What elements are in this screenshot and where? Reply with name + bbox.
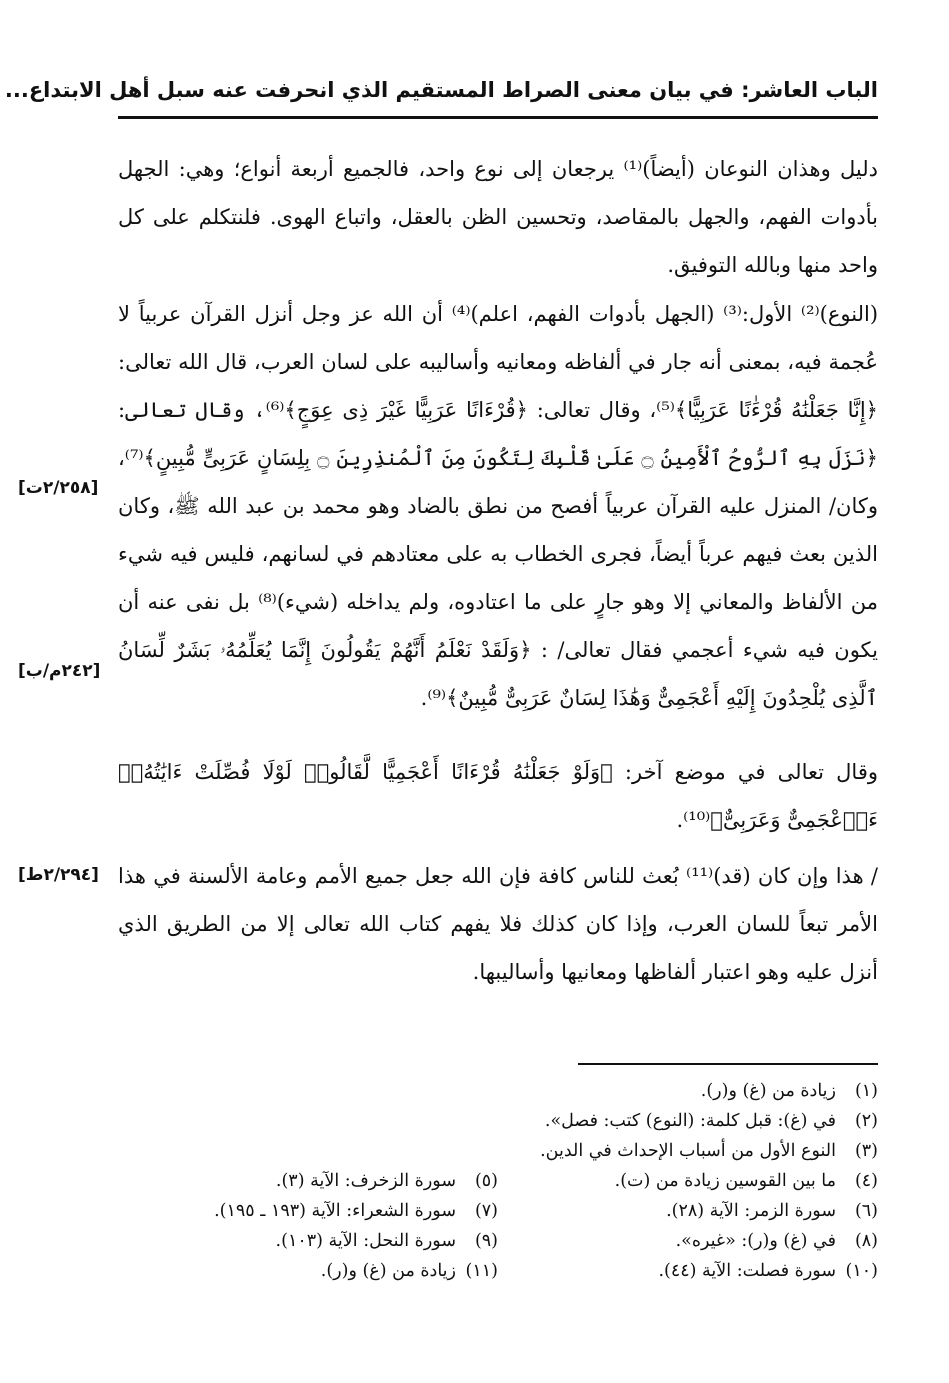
margin-reference: [٢/٢٥٨ت] <box>18 478 99 498</box>
footnote: (٤)ما بين القوسين زيادة من (ت). <box>614 1171 878 1191</box>
running-header <box>4 66 878 114</box>
margin-reference: [٢٤٢م/ب] <box>18 661 101 681</box>
footnote: (٥)سورة الزخرف: الآية (٣). <box>275 1171 498 1191</box>
footnote: (١١)زيادة من (غ) و(ر). <box>320 1261 498 1281</box>
footnote: (٨)في (غ) و(ر): «غيره». <box>675 1231 878 1251</box>
footnote: (١)زيادة من (غ) و(ر). <box>700 1081 878 1101</box>
footnote: (٧)سورة الشعراء: الآية (١٩٣ ـ ١٩٥). <box>214 1201 498 1221</box>
footnote-separator <box>578 1063 878 1065</box>
footnotes <box>118 1076 878 1286</box>
footnote: (٢)في (غ): قبل كلمة: (النوع) كتب: فصل». <box>544 1111 878 1131</box>
paragraph-text: (النوع)⁽²⁾ الأول:⁽³⁾ (الجهل بأدوات الفهم، اعلم)⁽⁴⁾ أن الله عز وجل أنزل القرآن عربياً لا عُجمة فيه، بمعنى أنه جار في ألفاظه ومعانيه وأساليبه على لسان العرب، قال الله تعالى: ﴿إِنَّا جَعَلْنَٰهُ قُرْءَٰنًا عَرَبِيًّا﴾⁽⁵⁾، وقال تعالى: ﴿قُرْءَانًا عَرَبِيًّا غَيْرَ ذِى عِوَجٍ﴾⁽⁶⁾، وقال تعالى: ﴿نَزَلَ بِهِ ٱلرُّوحُ ٱلْأَمِينُ ۝ عَلَىٰ قَلْبِكَ لِتَكُونَ مِنَ ٱلْمُنذِرِينَ ۝ بِلِسَانٍ عَرَبِىٍّ مُّبِينٍ﴾⁽⁷⁾، وكان/ المنزل عليه القرآن عربياً أفصح من نطق بالضاد وهو محمد بن عبد الله ﷺ، وكان الذين بعث فيهم عرباً أيضاً، فجرى الخطاب به على معتادهم في لسانهم، فليس فيه شيء من الألفاظ والمعاني إلا وهو جارٍ على ما اعتادوه، ولم يداخله (شيء)⁽⁸⁾ بل نفى عنه أن يكون فيه شيء أعجمي فقال تعالى/ : ﴿وَلَقَدْ نَعْلَمُ أَنَّهُمْ يَقُولُونَ إِنَّمَا يُعَلِّمُهُۥ بَشَرٌ لِّسَانُ ٱلَّذِى يُلْحِدُونَ إِلَيْهِ أَعْجَمِىٌّ وَهَٰذَا لِسَانٌ عَرَبِىٌّ مُّبِينٌ﴾⁽⁹⁾. <box>118 302 879 710</box>
paragraph-text: دليل وهذان النوعان (أيضاً)⁽¹⁾ يرجعان إلى نوع واحد، فالجميع أربعة أنواع؛ وهي: الجهل بأدوات الفهم، والجهل بالمقاصد، وتحسين الظن بالعقل، واتباع الهوى. فلنتكلم على كل واحد منها وبالله التوفيق. <box>118 157 878 277</box>
margin-reference: [٢/٢٩٤ط] <box>18 865 99 885</box>
chapter-title: الباب العاشر: في بيان معنى الصراط المستقيم الذي انحرفت عنه سبل أهل الابتداع... <box>4 78 878 102</box>
paragraph-text: / هذا وإن كان (قد)⁽¹¹⁾ بُعث للناس كافة فإن الله جعل جميع الأمم وعامة الألسنة في هذا الأمر تبعاً للسان العرب، وإذا كان كذلك فلا يفهم كتاب الله تعالى إلا من الطريق الذي أنزل عليه وهو اعتبار ألفاظها ومعانيها وأساليبها. <box>118 864 879 984</box>
paragraph-1 <box>118 145 878 289</box>
footnote: (١٠)سورة فصلت: الآية (٤٤). <box>658 1261 878 1281</box>
paragraph-4 <box>118 852 878 996</box>
paragraph-text: وقال تعالى في موضع آخر: ﴿وَلَوْ جَعَلْنَٰهُ قُرْءَانًا أَعْجَمِيًّا لَّقَالُوا۟ لَوْلَا فُصِّلَتْ ءَايَٰتُهُۥٓ ءَا۬عْجَمِىٌّ وَعَرَبِىٌّ﴾⁽¹⁰⁾. <box>118 760 878 832</box>
paragraph-3 <box>118 748 878 844</box>
paragraph-2 <box>118 290 878 722</box>
footnote: (٦)سورة الزمر: الآية (٢٨). <box>666 1201 878 1221</box>
header-rule <box>118 116 878 119</box>
footnote: (٣)النوع الأول من أسباب الإحداث في الدين. <box>540 1141 878 1161</box>
footnote: (٩)سورة النحل: الآية (١٠٣). <box>275 1231 498 1251</box>
